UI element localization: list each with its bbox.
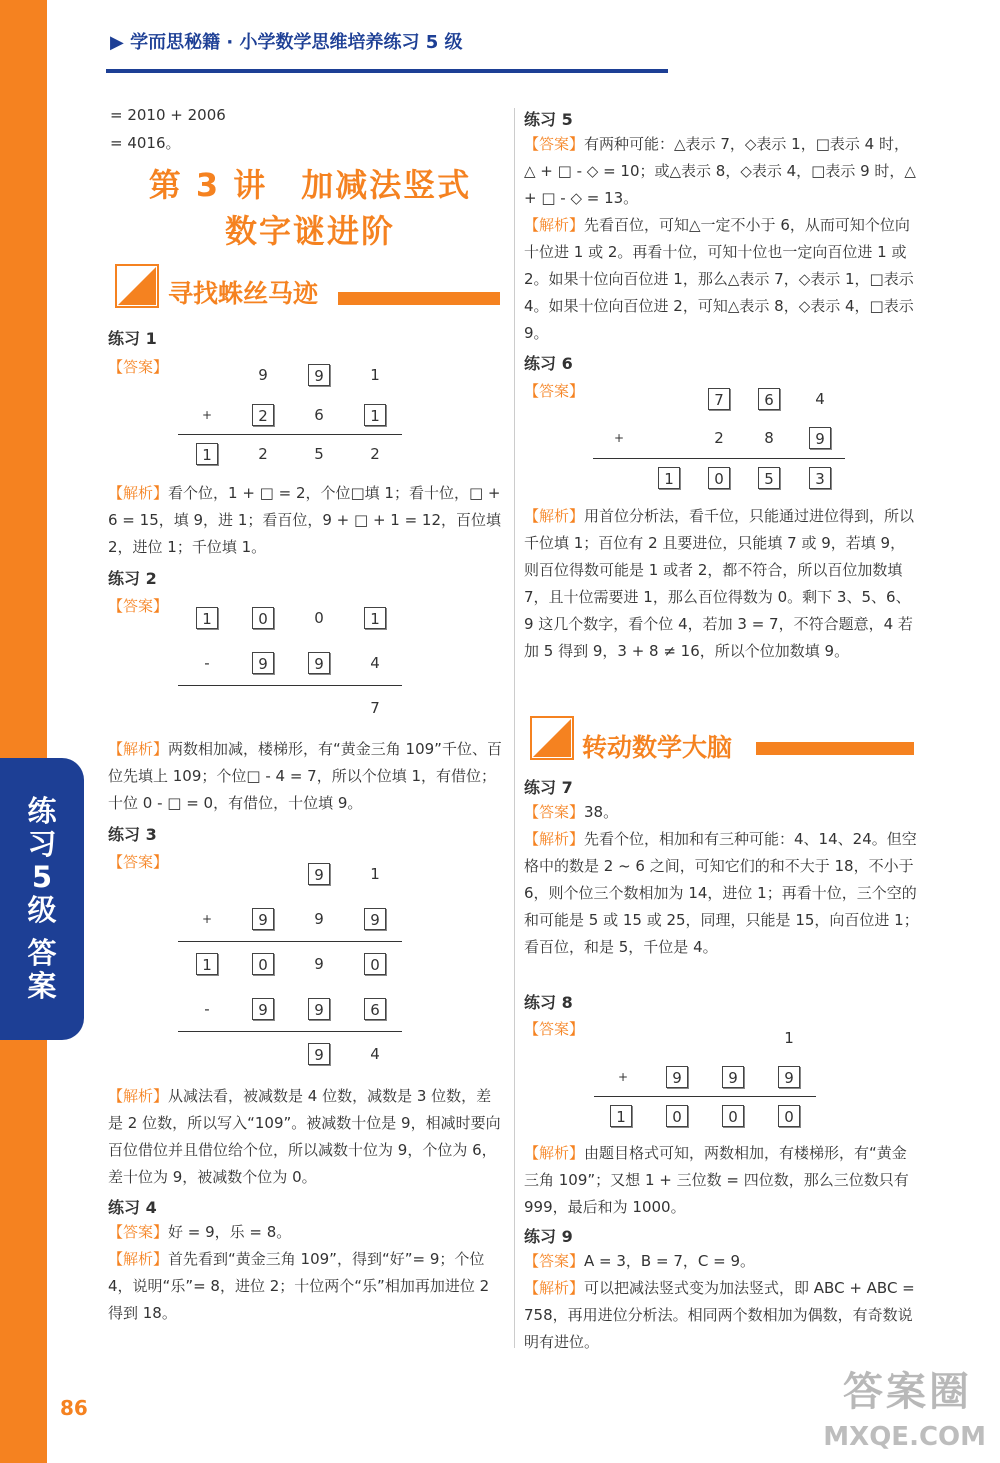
exercise-3-analysis: 【解析】从减法看，被减数是 4 位数，减数是 3 位数，差是 2 位数，所以写入“109”。被减数十位是 9，相减时要向百位借位并且借位给个位，所以减数十位为 9，个位为 6，差十位为 9，被减数个位为 0。 xyxy=(108,1087,501,1186)
section-bar-2 xyxy=(756,742,914,755)
top-line-2: = 4016。 xyxy=(110,134,181,152)
top-line-1: = 2010 + 2006 xyxy=(110,106,226,124)
side-tab: 练 习 5 级 答 案 xyxy=(0,758,84,1040)
book-header: ▶ 学而思秘籍 · 小学数学思维培养练习 5 级 xyxy=(110,32,463,53)
exercise-1-label: 练习 1 xyxy=(108,329,157,348)
answer-tag: 【答案】 xyxy=(108,358,169,376)
section-triangle-icon xyxy=(530,716,574,760)
side-bar xyxy=(0,0,47,1463)
watermark-url: MXQE.COM xyxy=(823,1422,986,1452)
answer-tag: 【答案】 xyxy=(524,382,585,400)
exercise-8-label: 练习 8 xyxy=(524,993,573,1012)
exercise-4-analysis: 【解析】首先看到“黄金三角 109”，得到“好”= 9；个位 4，说明“乐”= 8，进位 2；十位两个“乐”相加再加进位 2 得到 18。 xyxy=(108,1250,490,1322)
exercise-9-answer: 【答案】A = 3，B = 7，C = 9。 xyxy=(524,1252,755,1270)
exercise-6-label: 练习 6 xyxy=(524,354,573,373)
exercise-8-analysis: 【解析】由题目格式可知，两数相加，有楼梯形，有“黄金三角 109”；又想 1 + 三位数 = 四位数，那么三位数只有 999，最后和为 1000。 xyxy=(524,1144,909,1216)
exercise-5-label: 练习 5 xyxy=(524,110,573,129)
exercise-7-analysis: 【解析】先看个位，相加和有三种可能：4、14、24。但空格中的数是 2 ~ 6 之间，可知它们的和不大于 18，不小于 6，则个位三个数相加为 14，进位 1；再看十位，三个空的和可能是 5 或 15 或 25，同理，只能是 15，向百位进 1；看百位，和是 5，千位是 4。 xyxy=(524,830,919,956)
exercise-2-label: 练习 2 xyxy=(108,569,157,588)
exercise-6-analysis: 【解析】用首位分析法，看千位，只能通过进位得到，所以千位填 1；百位有 2 且要进位，只能填 7 或 9，若填 9，则百位得数可能是 1 或者 2，都不符合，所以百位加数填 7，且十位需要进 1，那么百位得数为 0。剩下 3、5、6、9 这几个数字，看个位 4，若加 3 = 7，不符合题意，4 若加 5 得到 9，3 + 8 ≠ 16，所以个位加数填 9。 xyxy=(524,507,915,660)
exercise-9-label: 练习 9 xyxy=(524,1227,573,1246)
section-triangle-icon xyxy=(115,264,159,308)
section-title-2: 转动数学大脑 xyxy=(582,733,733,762)
exercise-7-label: 练习 7 xyxy=(524,778,573,797)
header-rule xyxy=(106,69,668,73)
exercise-2-analysis: 【解析】两数相加减，楼梯形，有“黄金三角 109”千位、百位先填上 109；个位□ - 4 = 7，所以个位填 1，有借位；十位 0 - □ = 0，有借位，十位填 9。 xyxy=(108,740,502,812)
exercise-9-analysis: 【解析】可以把减法竖式变为加法竖式，即 ABC + ABC = 758，再用进位分析法。相同两个数相加为偶数，有奇数说明有进位。 xyxy=(524,1279,915,1351)
exercise-7-answer: 【答案】38。 xyxy=(524,803,619,821)
lecture-subtitle: 数字谜进阶 xyxy=(224,212,395,250)
answer-tag: 【答案】 xyxy=(108,597,169,615)
answer-tag: 【答案】 xyxy=(108,853,169,871)
answer-tag: 【答案】 xyxy=(524,1020,585,1038)
exercise-4-label: 练习 4 xyxy=(108,1198,157,1217)
exercise-5-answer: 【答案】有两种可能：△表示 7，◇表示 1，□表示 4 时，△ + □ - ◇ = 10；或△表示 8，◇表示 4，□表示 9 时，△ + □ - ◇ = 13。 xyxy=(524,135,916,207)
section-title-1: 寻找蛛丝马迹 xyxy=(168,279,319,308)
watermark-logo: 答案圈 xyxy=(843,1369,972,1415)
exercise-4-answer: 【答案】好 = 9，乐 = 8。 xyxy=(108,1223,292,1241)
exercise-5-analysis: 【解析】先看百位，可知△一定不小于 6，从而可知个位向十位进 1 或 2。再看十位，可知十位也一定向百位进 1 或 2。如果十位向百位进 1，那么△表示 7，◇表示 1，□表示 4。如果十位向百位进 2，可知△表示 8，◇表示 4，□表示 9。 xyxy=(524,216,914,342)
exercise-1-analysis: 【解析】看个位，1 + □ = 2，个位□填 1；看十位，□ + 6 = 15，填 9，进 1；看百位，9 + □ + 1 = 12，百位填 2，进位 1；千位填 1。 xyxy=(108,484,502,556)
section-bar-1 xyxy=(338,292,500,305)
column-divider xyxy=(514,108,515,1348)
page-number: 86 xyxy=(60,1396,88,1420)
lecture-title: 第 3 讲 加减法竖式 xyxy=(148,166,472,204)
exercise-3-label: 练习 3 xyxy=(108,825,157,844)
